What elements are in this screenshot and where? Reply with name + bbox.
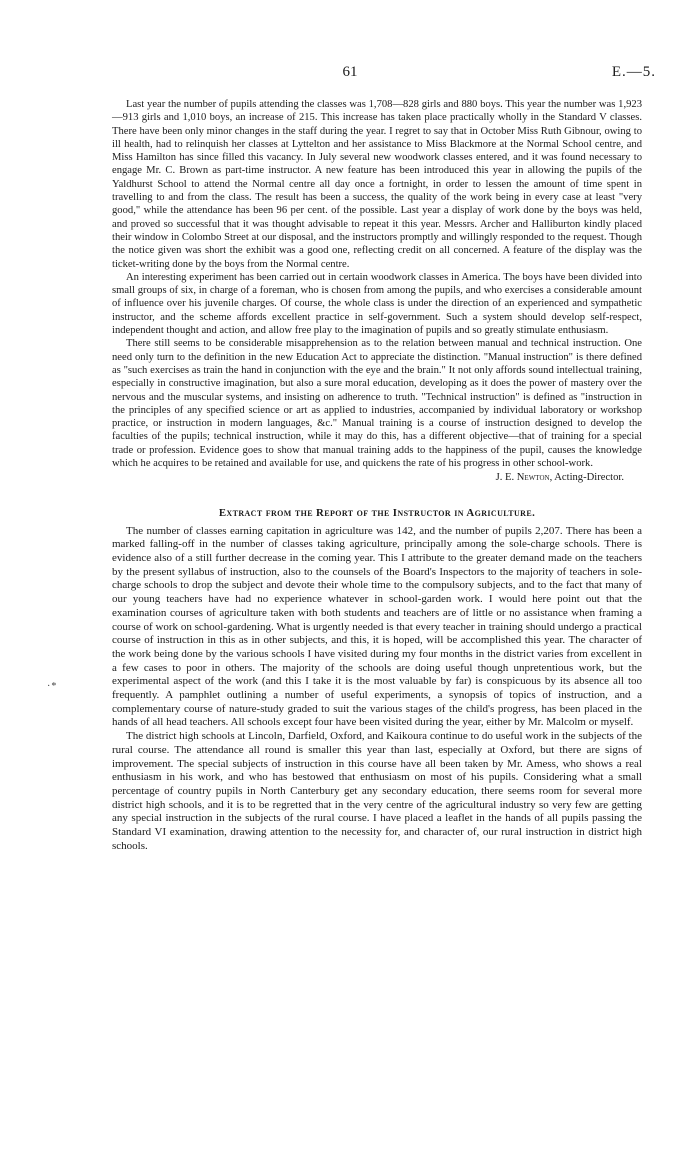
paragraph-american-experiment: An interesting experiment has been carried out in certain woodwork classes in America. The boys have been divided into small groups of six, in charge of a foreman, who is chosen from among the pupils, and who exercises a considerable amount of influence over his juvenile charges. Of course, the whole class is under the direction of an experienced and sympathetic instructor, and the scheme affords excellent practice in self-government. Such a system should develop self-respect, independent thought and action, and allow free play to the imagination of pupils and so greatly stimulate enthusiasm.	[112, 271, 642, 337]
agriculture-section	[112, 506, 642, 854]
signature-line	[112, 471, 642, 484]
page-number: 61	[342, 64, 358, 80]
paragraph-classes-capitation: The number of classes earning capitation in agriculture was 142, and the number of pupils 2,207. There has been a marked falling-off in the number of classes taking agriculture, principally among the sole-charge schools. There is evidence also of a still further decrease in the coming year. This I attribute to the greater demand made on the teachers by the present syllabus of instruction, also to the counsels of the Board's Inspectors to the majority of teachers in sole-charge schools to drop the subject and devote their whole time to the compulsory subjects, and to the fact that many of our young teachers have had no experience whatever in school-garden work. I would here point out that the examination courses of agriculture taken with both students and teachers are of little or no assistance when framing a course of work on school-gardening. What is urgently needed is that every teacher in training should undergo a practical course of instruction in this as in other subjects, and this, it is hoped, will be accomplished this year. The character of the work being done by the various schools I have visited during my four months in the district varies from excellent in a few cases to poor in others. The majority of the schools are doing useful though unpretentious work, but the experimental aspect of the work (and this I take it is the most valuable by far) is conspicuous by its absence all too frequently. A pamphlet outlining a number of useful experiments, a synopsis of topics of instruction, and a complementary course of nature-study graded to suit the various stages of the child's progress, has been placed in the hands of all head teachers. All schools except four have been visited during the year, either by Mr. Malcolm or myself.	[112, 524, 642, 729]
body-text	[112, 98, 642, 853]
page-reference: E.—5.	[611, 64, 656, 80]
margin-mark: ·*	[47, 681, 58, 692]
manual-instruction-section	[112, 98, 642, 485]
paragraph-district-high-schools: The district high schools at Lincoln, Darfield, Oxford, and Kaikoura continue to do useful work in the subjects of the rural course. The attendance all round is smaller this year than last, especially at Oxford, but there are signs of improvement. The special subjects of instruction in this course have all been taken by Mr. Amess, who shows a real enthusiasm in his work, and who has bestowed that enthusiasm on most of his pupils. Considering what a small percentage of country pupils in North Canterbury get any secondary education, there seems room for several more district high schools, and it is to be regretted that in the very centre of the agricultural industry so very few are getting any special instruction in the subjects of the rural course. I have placed a leaflet in the hands of all pupils passing the Standard VI examination, drawing attention to the necessity for, and character of, our rural instruction in district high schools.	[112, 730, 642, 852]
paragraph-pupil-numbers: Last year the number of pupils attending the classes was 1,708—828 girls and 880 boys. This year the number was 1,923—913 girls and 1,010 boys, an increase of 215. This increase has taken place practically wholly in the Standard V classes. There have been only minor changes in the staff during the year. I regret to say that in October Miss Ruth Gibnour, owing to ill health, had to relinquish her classes at Lyttelton and her assistance to Miss Blackmore at the Normal School centre, and Miss Hamilton has since filled this vacancy. In July several new woodwork classes entered, and it was found necessary to engage Mr. C. Brown as part-time instructor. A new feature has been introduced this year in allowing the pupils of the Yaldhurst School to attend the Normal centre all day once a fortnight, in order to lessen the amount of time spent in travelling to and from the class. The result has been a success, the quality of the work being in every case at least "very good," while the attendance has been 96 per cent. of the possible. Last year a display of work done by the boys was held, and proved so successful that it was thought advisable to repeat it this year. Messrs. Archer and Halliburton kindly placed their window in Colombo Street at our disposal, and the instructors promptly and willingly responded to the request. Though the notice given was short the exhibit was a good one, reflecting credit on all concerned. A feature of the display was the ticket-writing done by the boys from the Normal centre.	[112, 99, 642, 270]
signature-name: J. E. Newton	[495, 472, 550, 484]
section-heading: Extract from the Report of the Instructor in Agriculture.	[218, 506, 536, 519]
paragraph-manual-vs-technical: There still seems to be considerable misapprehension as to the relation between manual and technical instruction. One need only turn to the definition in the new Education Act to appreciate the distinction. "Manual instruction" is there defined as "such exercises as train the hand in conjunction with the eye and the brain." It not only affords sound intellectual training, especially in constructive imagination, but also a sure moral education, developing as it does the power of mastery over the nervous and the muscular systems, and insisting on adherence to truth. "Technical instruction" is defined as "instruction in the principles of any specified science or art as applied to industries, accompanied by individual laboratory or workshop practice, or instruction in modern languages, &c." Manual training is a course of instruction designed to develop the faculties of the pupils; technical instruction, while it may do this, has a different objective—that of training for a special trade or profession. Evidence goes to show that manual training adds to the happiness of the pupil, causes the knowledge which he acquires to be retained and available for use, and quickens the rate of his progress in other school-work.	[112, 338, 642, 470]
signature-title: , Acting-Director.	[549, 472, 624, 484]
